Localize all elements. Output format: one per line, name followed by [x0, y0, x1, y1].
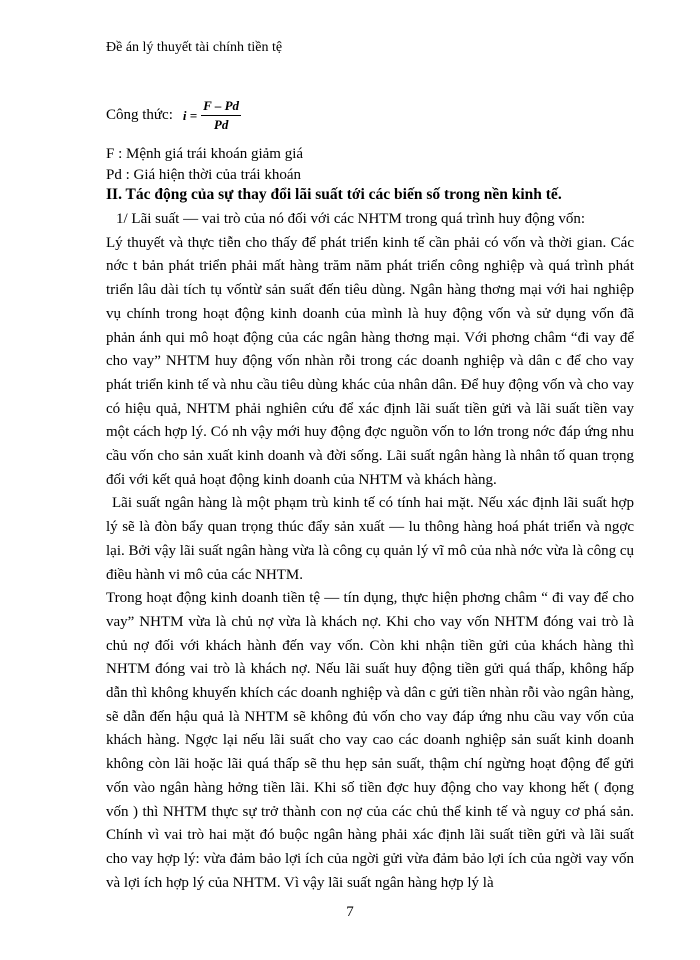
formula-denominator: Pd	[213, 117, 229, 132]
subsection-heading: 1/ Lãi suất — vai trò của nó đối với các NHTM trong quá trình huy động vốn:	[116, 211, 586, 227]
formula-label: Công thức:	[106, 107, 173, 123]
page-header: Đề án lý thuyết tài chính tiền tệ	[106, 40, 283, 55]
paragraph: Trong hoạt động kinh doanh tiền tệ — tín dụng, thực hiện phơng châm “ đi vay để cho vay” NHTM vừa là chủ nợ vừa là khách nợ. Khi cho vay vốn NHTM đóng vai trò là chủ nợ đối với khách hành đến vay vốn. Còn khi nhận tiền gửi của khách hàng thì NHTM đóng vai trò là khách nợ. Nếu lãi suất huy động tiền gửi quá thấp, không hấp dẫn thì không khuyến khích các doanh nghiệp và dân c gửi tiền nhàn rỗi vào ngân hàng, sẽ dẫn đến hậu quả là NHTM sẽ không đủ vốn cho vay đáp ứng nhu cầu vay vốn của khách hàng. Ngợc lại nếu lãi suất cho vay cao các doanh nghiệp sản suất kinh doanh không còn lãi hoặc lãi quá thấp sẽ thu hẹp sản suất, thậm chí ngừng hoạt động để gửi vốn vào ngân hàng hởng tiền lãi. Khi số tiền đợc huy động cho vay khong hết ( đọng vốn ) thì NHTM thực sự trở thành con nợ của các chủ thể kinh tế và nguy cơ phá sản. Chính vì vai trò hai mặt đó buộc ngân hàng phải xác định lãi suất tiền gửi và lãi suất cho vay hợp lý: vừa đảm bảo lợi ích của ngời gửi vừa đảm bảo lợi ích của ngời vay vốn và lợi ích hợp lý của NHTM. Vì vậy lãi suất ngân hàng hợp lý là	[106, 590, 634, 891]
section-heading: II. Tác động của sự thay đổi lãi suất tới các biến số trong nền kinh tế.	[106, 186, 562, 203]
paragraph: Lý thuyết và thực tiễn cho thấy để phát triển kinh tế cần phải có vốn và thời gian. Các nớc t bản phát triển phải mất hàng trăm năm phát triển công nghiệp và quá trình phát triển lâu dài tích tụ vốntừ sản suất đến tiêu dùng. Ngân hàng thơng mại với hai nghiệp vụ chính trong hoạt động kinh doanh của mình là huy động vốn và sử dụng vốn đã phản ánh qui mô hoạt động của các ngân hàng thơng mại. Với phơng châm “đi vay để cho vay” NHTM huy động vốn nhàn rỗi trong các doanh nghiệp và dân c để cho vay phát triển kinh tế và nhu cầu tiêu dùng khác của nhân dân. Để huy động vốn và cho vay có hiệu quả, NHTM phải nghiên cứu để xác định lãi suất tiền gửi và lãi suất tiền vay một cách hợp lý. Có nh vậy mới huy động đợc nguồn vốn to lớn trong nớc đáp ứng nhu cầu vốn cho sản xuất kinh doanh và đời sống. Lãi suất ngân hàng là nhân tố quan trọng đối với kết quả hoạt động kinh doanh của NHTM và khách hàng.	[106, 234, 634, 488]
definition-f: F : Mệnh giá trái khoán giảm giá	[106, 146, 304, 162]
page-number: 7	[346, 904, 354, 920]
body-text	[106, 208, 634, 895]
definition-pd: Pd : Giá hiện thời của trái khoán	[106, 167, 301, 183]
formula-numerator: F – Pd	[201, 98, 241, 116]
formula-block	[106, 98, 241, 133]
formula-expression	[183, 98, 241, 133]
formula-fraction	[201, 98, 241, 133]
formula-variable: i =	[182, 107, 198, 123]
paragraph: Lãi suất ngân hàng là một phạm trù kinh tế có tính hai mặt. Nếu xác định lãi suất hợp lý sẽ là đòn bẩy quan trọng thúc đẩy sản xuất — lu thông hàng hoá phát triển và ngợc lại. Bởi vậy lãi suất ngân hàng vừa là công cụ quản lý vĩ mô của nhà nớc vừa là công cụ điều hành vi mô của các NHTM.	[106, 495, 634, 583]
